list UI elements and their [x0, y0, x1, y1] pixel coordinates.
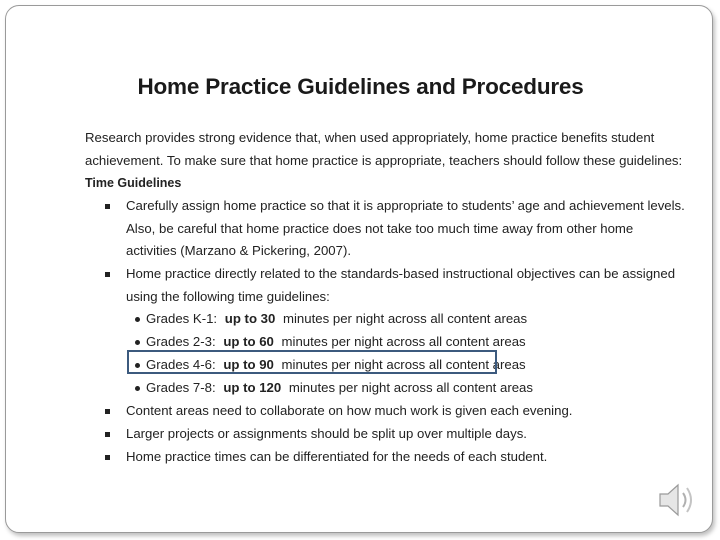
document-title: Home Practice Guidelines and Procedures [137, 74, 584, 99]
bullet-item [126, 263, 675, 308]
square-bullet-icon [105, 432, 110, 437]
time-rest: minutes per night across all content areas [288, 380, 533, 395]
grade-label: Grades 7-8: [146, 380, 216, 395]
bullet-line: Carefully assign home practice so that it is appropriate to students’ age and achievement levels. [126, 198, 685, 213]
grade-label: Grades 4-6: [146, 357, 216, 372]
grade-guideline-item [146, 308, 527, 331]
square-bullet-icon [105, 204, 110, 209]
square-bullet-icon [105, 409, 110, 414]
time-amount: up to 120 [223, 380, 282, 395]
intro-paragraph [85, 127, 682, 172]
bullet-line: Home practice directly related to the standards-based instructional objectives can be assigned [126, 266, 676, 281]
time-amount: up to 30 [224, 311, 276, 326]
time-amount: up to 90 [223, 357, 274, 372]
round-bullet-icon [135, 386, 140, 391]
intro-line: achievement. To make sure that home practice is appropriate, teachers should follow these guidelines: [85, 152, 683, 168]
highlight-box [127, 350, 497, 374]
bullet-line: using the following time guidelines: [126, 288, 330, 304]
bullet-line: Content areas need to collaborate on how much work is given each evening. [126, 403, 573, 418]
grade-guideline-item [146, 377, 533, 400]
bullet-item [126, 400, 572, 423]
intro-line: Research provides strong evidence that, when used appropriately, home practice benefits student [85, 130, 655, 145]
bullet-item [126, 446, 547, 469]
document-image [26, 36, 695, 484]
grade-label: Grades K-1: [146, 311, 218, 326]
bullet-item [126, 195, 685, 263]
section-heading: Time Guidelines [85, 176, 182, 190]
bullet-line: activities (Marzano & Pickering, 2007). [126, 243, 352, 258]
time-rest: minutes per night across all content areas [283, 311, 528, 326]
round-bullet-icon [135, 317, 140, 322]
bullet-line: Home practice times can be differentiated for the needs of each student. [126, 449, 548, 464]
time-amount: up to 60 [223, 334, 274, 349]
grade-label: Grades 2-3: [146, 334, 216, 349]
round-bullet-icon [135, 340, 140, 345]
speaker-icon[interactable] [652, 476, 700, 524]
square-bullet-icon [105, 455, 110, 460]
bullet-item [126, 423, 527, 446]
bullet-line: Also, be careful that home practice does not take too much time away from other home [126, 220, 634, 236]
bullet-line: Larger projects or assignments should be split up over multiple days. [126, 426, 527, 441]
time-rest: minutes per night across all content areas [281, 357, 526, 372]
time-rest: minutes per night across all content areas [281, 334, 526, 349]
square-bullet-icon [105, 272, 110, 277]
